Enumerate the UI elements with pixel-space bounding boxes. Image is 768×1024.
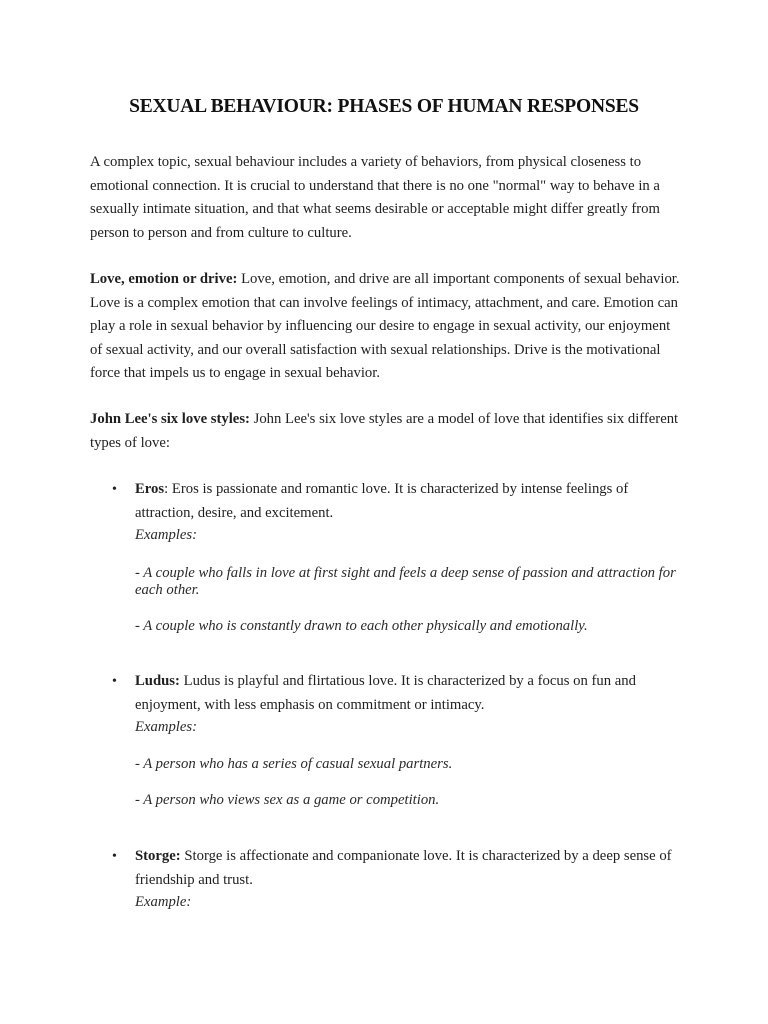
love-style-ludus xyxy=(135,670,680,717)
love-style-storge xyxy=(135,845,680,892)
bullet-icon: • xyxy=(112,674,117,689)
example-item: - A couple who falls in love at first sight and feels a deep sense of passion and attraction for each other. xyxy=(135,565,676,598)
lee-love-styles-heading: John Lee's six love styles: xyxy=(90,411,250,427)
example-item: - A couple who is constantly drawn to each other physically and emotionally. xyxy=(135,618,588,634)
love-style-description: Storge is affectionate and companionate love. It is characterized by a deep sense of friendship and trust. xyxy=(135,848,672,888)
bullet-icon: • xyxy=(112,482,117,497)
document-title: SEXUAL BEHAVIOUR: PHASES OF HUMAN RESPONSES xyxy=(129,96,639,117)
lee-love-styles-paragraph xyxy=(90,408,682,455)
example-item: - A person who has a series of casual sexual partners. xyxy=(135,756,453,772)
love-style-name-suffix: : xyxy=(164,481,169,497)
examples-label: Examples: xyxy=(135,719,197,735)
love-style-name: Eros xyxy=(135,481,165,497)
love-style-description: Ludus is playful and flirtatious love. It is characterized by a focus on fun and enjoyment, with less emphasis on commitment or intimacy. xyxy=(135,673,636,713)
examples-label: Example: xyxy=(135,894,192,910)
love-style-description: Eros is passionate and romantic love. It is characterized by intense feelings of attraction, desire, and excitement. xyxy=(135,481,629,521)
lee-love-styles-text: John Lee's six love styles are a model of love that identifies six different types of love: xyxy=(90,411,679,451)
bullet-icon: • xyxy=(112,849,117,864)
love-style-name: Ludus: xyxy=(135,673,180,689)
love-style-name: Storge: xyxy=(135,848,181,864)
intro-paragraph: A complex topic, sexual behaviour includes a variety of behaviors, from physical closeness to emotional connection. It is crucial to understand that there is no one "normal" way to behave in a sexually intimate situation, and that what seems desirable or acceptable might differ greatly from person to person and from culture to culture. xyxy=(90,154,660,241)
love-style-eros xyxy=(135,478,680,525)
love-emotion-drive-paragraph xyxy=(90,268,682,386)
example-item: - A person who views sex as a game or competition. xyxy=(135,792,440,808)
examples-label: Examples: xyxy=(135,527,197,543)
love-emotion-drive-text: Love, emotion, and drive are all important components of sexual behavior. Love is a complex emotion that can involve feelings of intimacy, attachment, and care. Emotion can play a role in sexual behavior by influencing our desire to engage in sexual activity, our enjoyment of sexual activity, and our overall satisfaction with sexual relationships. Drive is the motivational force that impels us to engage in sexual behavior. xyxy=(90,271,680,381)
love-emotion-drive-heading: Love, emotion or drive: xyxy=(90,271,238,287)
